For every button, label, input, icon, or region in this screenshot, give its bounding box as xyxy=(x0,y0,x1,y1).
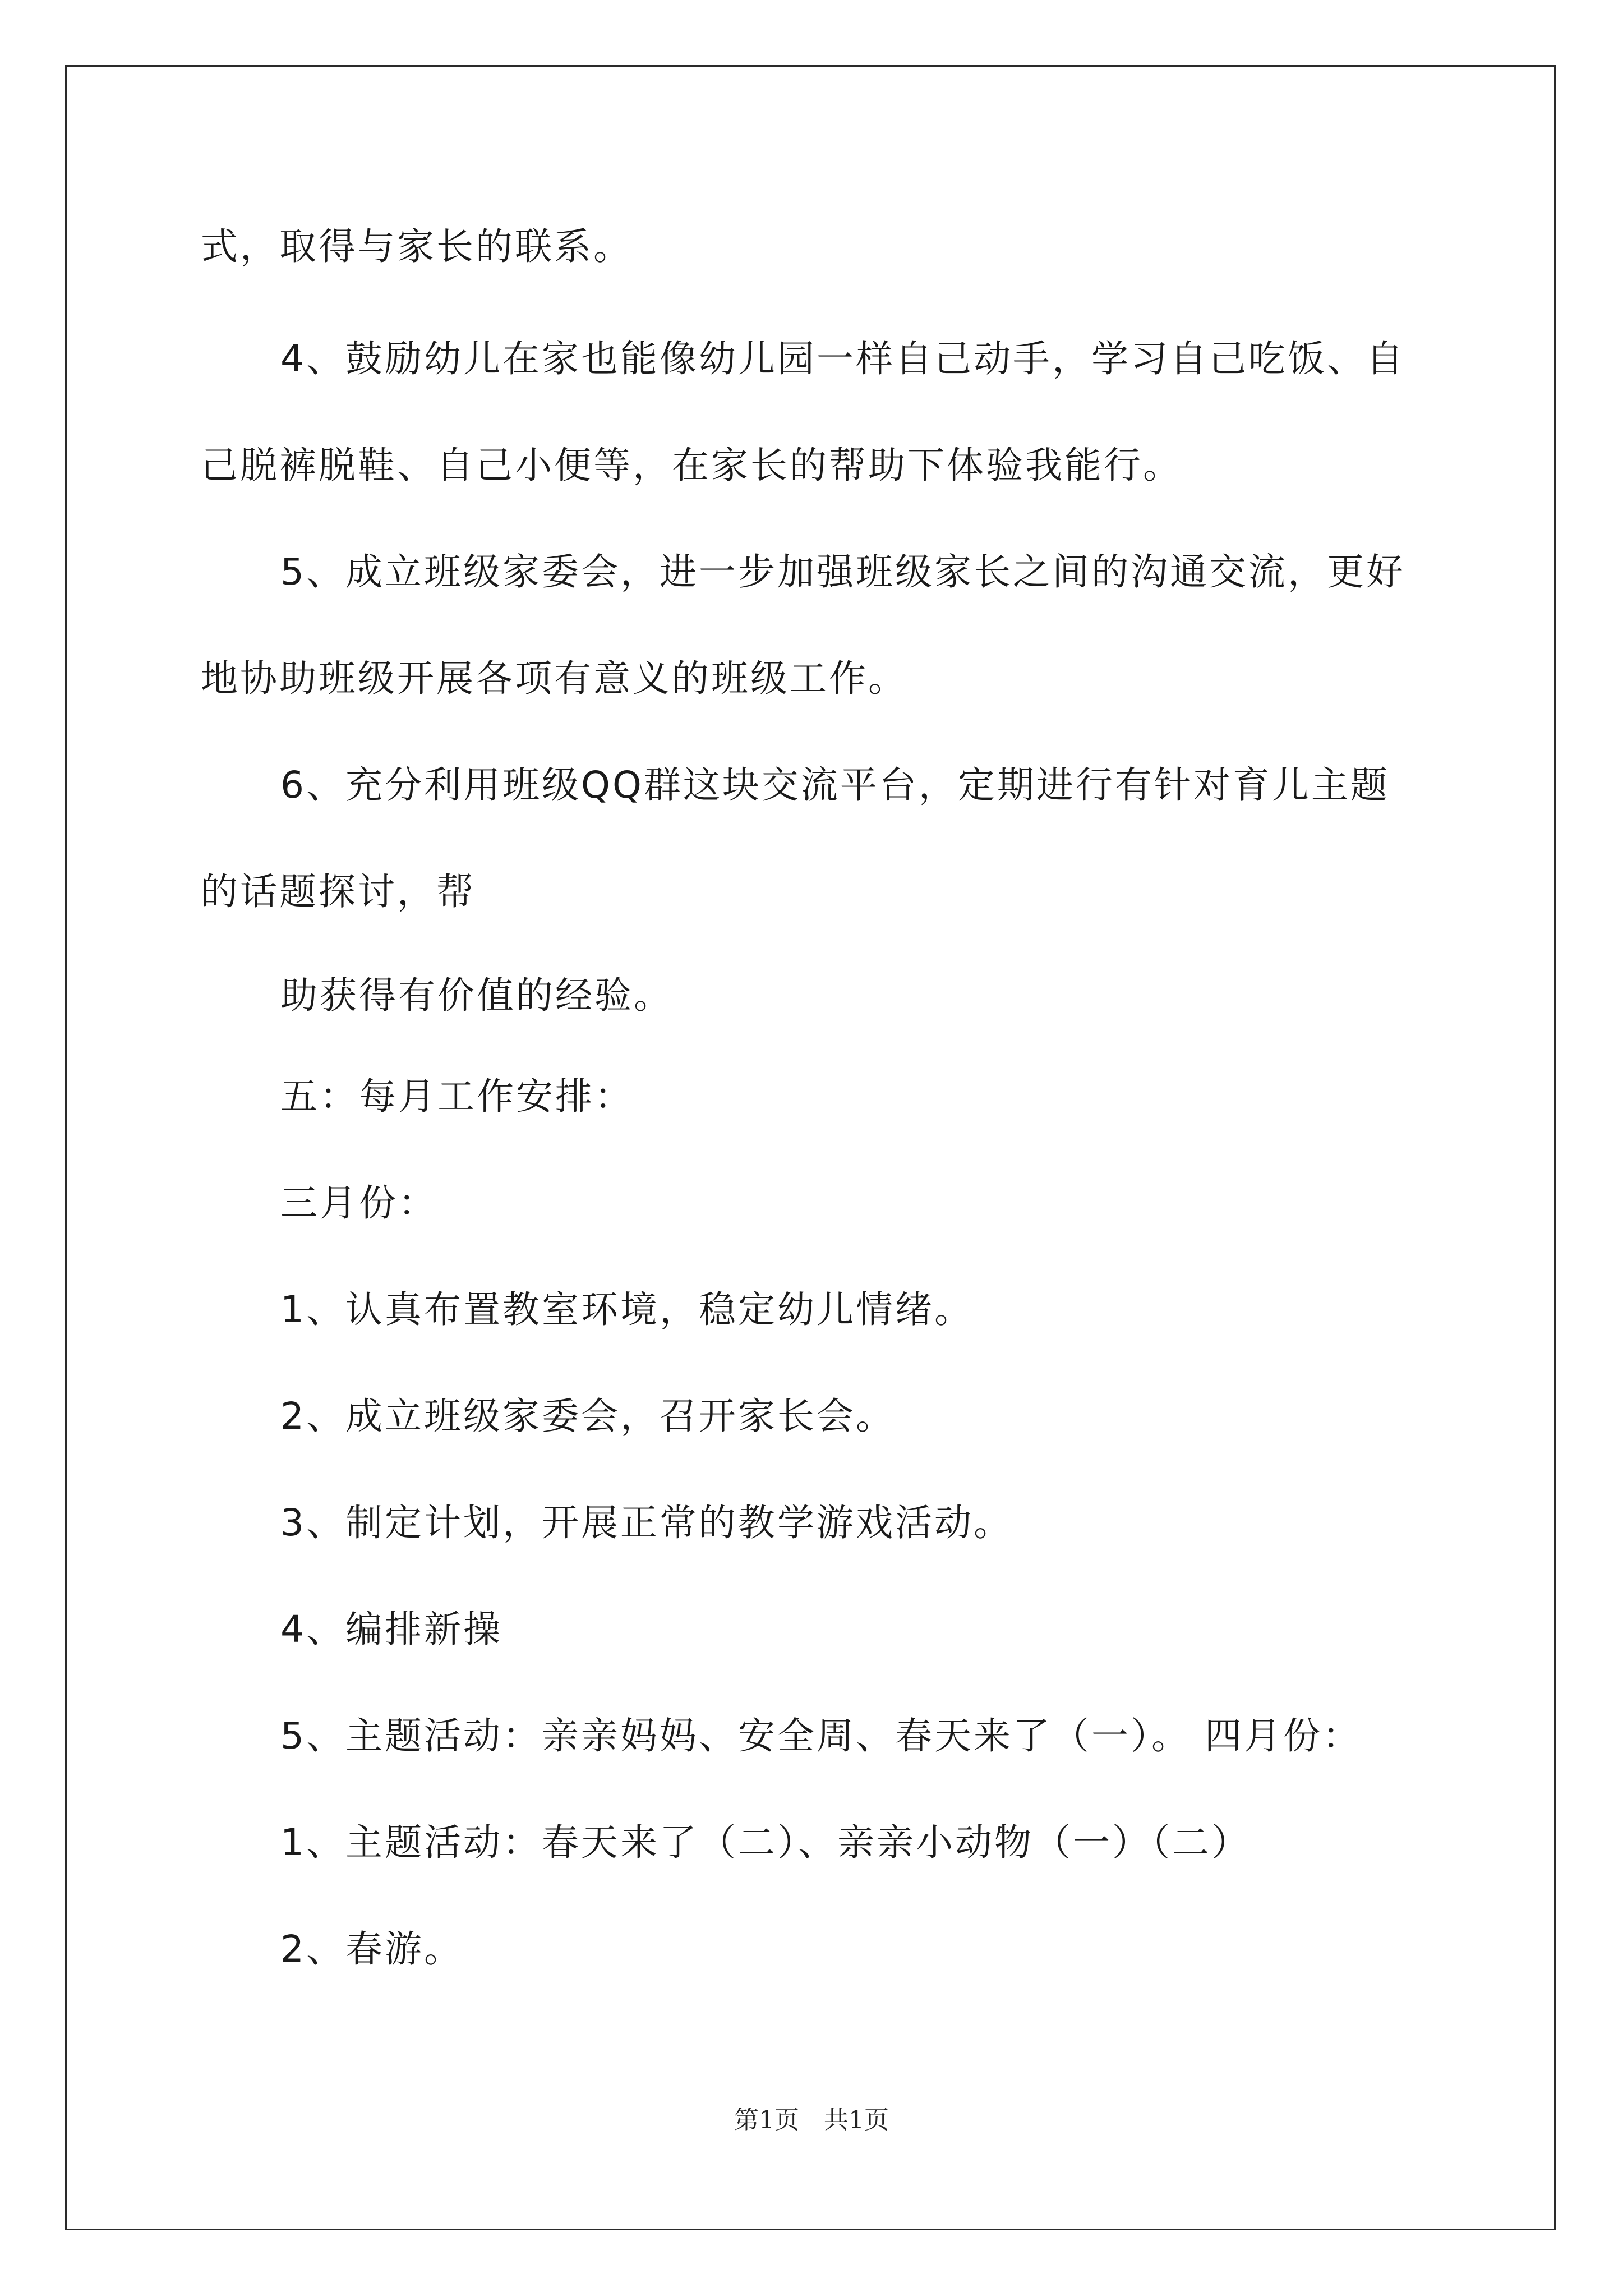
text-line: 的话题探讨，帮 xyxy=(201,870,476,913)
page-border xyxy=(65,65,1556,2230)
text-line: 1、认真布置教室环境，稳定幼儿情绪。 xyxy=(280,1288,974,1331)
text-line: 2、成立班级家委会，召开家长会。 xyxy=(280,1395,895,1438)
text-line: 2、春游。 xyxy=(280,1927,463,1971)
text-line: 1、主题活动：春天来了（二）、亲亲小动物（一）（二） xyxy=(280,1821,1251,1864)
text-line: 4、鼓励幼儿在家也能像幼儿园一样自己动手，学习自己吃饭、自 xyxy=(280,337,1405,380)
text-line: 6、充分利用班级QQ群这块交流平台，定期进行有针对育儿主题 xyxy=(280,763,1390,807)
page-footer: 第1页 共1页 xyxy=(734,2106,889,2134)
text-line: 助获得有价值的经验。 xyxy=(280,974,673,1017)
text-line: 5、成立班级家委会，进一步加强班级家长之间的沟通交流，更好 xyxy=(280,550,1405,593)
text-line: 式，取得与家长的联系。 xyxy=(201,225,633,268)
section-heading: 五：每月工作安排： xyxy=(280,1075,634,1118)
text-line: 地协助班级开展各项有意义的班级工作。 xyxy=(201,657,907,700)
text-line: 己脱裤脱鞋、自己小便等，在家长的帮助下体验我能行。 xyxy=(201,444,1182,487)
text-line: 3、制定计划，开展正常的教学游戏活动。 xyxy=(280,1501,1013,1544)
month-heading: 三月份： xyxy=(280,1181,437,1225)
text-line: 5、主题活动：亲亲妈妈、安全周、春天来了（一）。 四月份： xyxy=(280,1714,1362,1757)
text-line: 4、编排新操 xyxy=(280,1608,502,1651)
